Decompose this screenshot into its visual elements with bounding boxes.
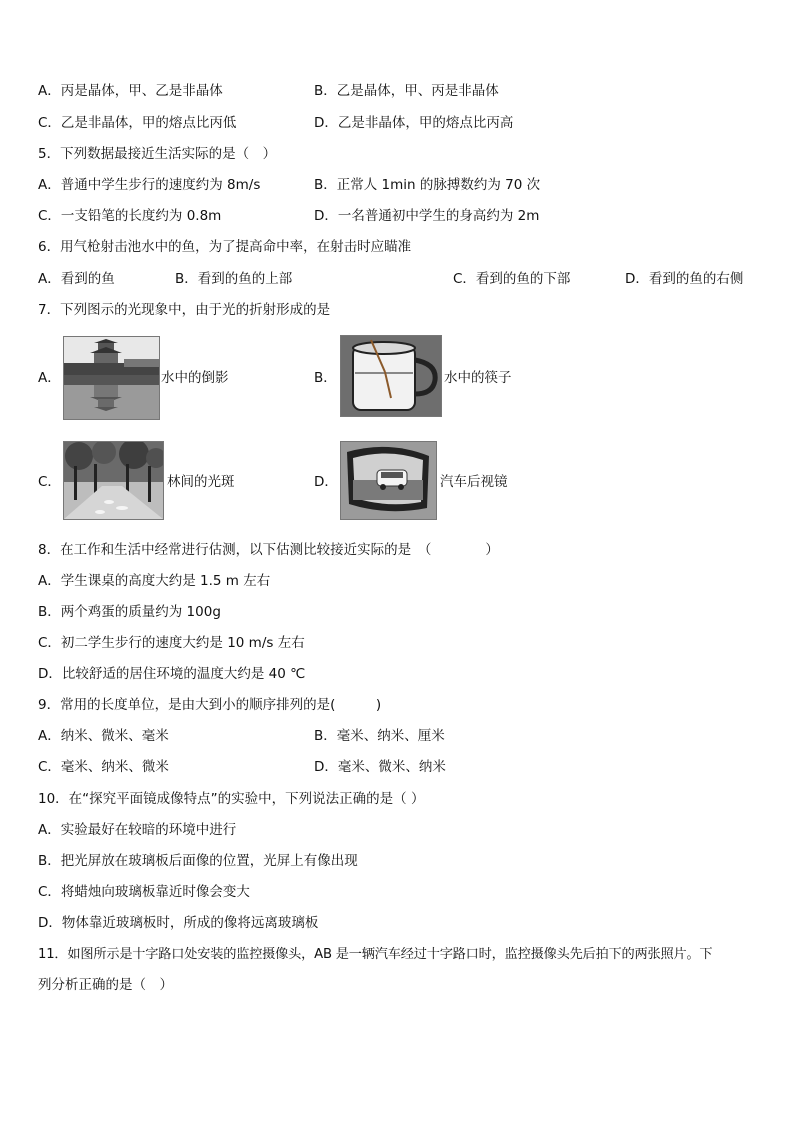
q4-option-d: D．乙是非晶体，甲的熔点比丙高 <box>314 115 514 131</box>
q8-option-a: A．学生课桌的高度大约是 1.5 m 左右 <box>38 573 271 589</box>
q9-option-a: A．纳米、微米、毫米 <box>38 728 169 744</box>
q6-stem: 6．用气枪射击池水中的鱼，为了提高命中率，在射击时应瞄准 <box>38 239 412 255</box>
q7-option-c-letter: C． <box>38 474 61 490</box>
q8-stem: 8．在工作和生活中经常进行估测，以下估测比较接近实际的是 （ ） <box>38 542 499 558</box>
rearview-mirror-image <box>340 441 437 520</box>
q7-stem: 7．下列图示的光现象中，由于光的折射形成的是 <box>38 302 331 318</box>
q8-option-c: C．初二学生步行的速度大约是 10 m/s 左右 <box>38 635 305 651</box>
q11-stem-line2: 列分析正确的是（ ） <box>38 977 173 993</box>
q10-stem: 10．在“探究平面镜成像特点”的实验中，下列说法正确的是（ ） <box>38 791 425 807</box>
q8-option-b: B．两个鸡蛋的质量约为 100g <box>38 604 221 620</box>
q7-option-d-letter: D． <box>314 474 338 490</box>
q5-option-c: C．一支铅笔的长度约为 0.8m <box>38 208 222 224</box>
q7-option-d-caption: 汽车后视镜 <box>440 474 508 490</box>
pagoda-reflection-image <box>63 336 160 420</box>
q5-option-b: B．正常人 1min 的脉搏数约为 70 次 <box>314 177 541 193</box>
q7-option-b-letter: B． <box>314 370 337 386</box>
forest-light-spots-image <box>63 441 164 520</box>
q7-option-a-letter: A． <box>38 370 61 386</box>
q6-option-a: A．看到的鱼 <box>38 271 115 287</box>
q4-option-b: B．乙是晶体，甲、丙是非晶体 <box>314 83 499 99</box>
q9-option-d: D．毫米、微米、纳米 <box>314 759 446 775</box>
q5-option-a: A．普通中学生步行的速度约为 8m/s <box>38 177 261 193</box>
q10-option-b: B．把光屏放在玻璃板后面像的位置，光屏上有像出现 <box>38 853 358 869</box>
q6-option-b: B．看到的鱼的上部 <box>175 271 293 287</box>
chopstick-in-water-image <box>340 335 442 417</box>
q6-option-d: D．看到的鱼的右侧 <box>625 271 744 287</box>
q11-stem-line1: 11．如图所示是十字路口处安装的监控摄像头，AB 是一辆汽车经过十字路口时，监控摄像头先后拍下的两张照片。下 <box>38 947 713 962</box>
q10-option-c: C．将蜡烛向玻璃板靠近时像会变大 <box>38 884 250 900</box>
q5-stem: 5．下列数据最接近生活实际的是（ ） <box>38 146 277 162</box>
q4-option-a: A．丙是晶体，甲、乙是非晶体 <box>38 83 223 99</box>
q10-option-d: D．物体靠近玻璃板时，所成的像将远离玻璃板 <box>38 915 319 931</box>
q7-option-c-caption: 林间的光斑 <box>167 474 235 490</box>
q5-option-d: D．一名普通初中学生的身高约为 2m <box>314 208 540 224</box>
q9-stem: 9．常用的长度单位，是由大到小的顺序排列的是( ) <box>38 697 382 713</box>
q9-option-c: C．毫米、纳米、微米 <box>38 759 169 775</box>
q7-option-b-caption: 水中的筷子 <box>444 370 512 386</box>
q6-option-c: C．看到的鱼的下部 <box>453 271 571 287</box>
q9-option-b: B．毫米、纳米、厘米 <box>314 728 445 744</box>
q8-option-d: D．比较舒适的居住环境的温度大约是 40 ℃ <box>38 666 306 682</box>
q7-option-a-caption: 水中的倒影 <box>161 370 229 386</box>
q10-option-a: A．实验最好在较暗的环境中进行 <box>38 822 237 838</box>
q4-option-c: C．乙是非晶体，甲的熔点比丙低 <box>38 115 237 131</box>
